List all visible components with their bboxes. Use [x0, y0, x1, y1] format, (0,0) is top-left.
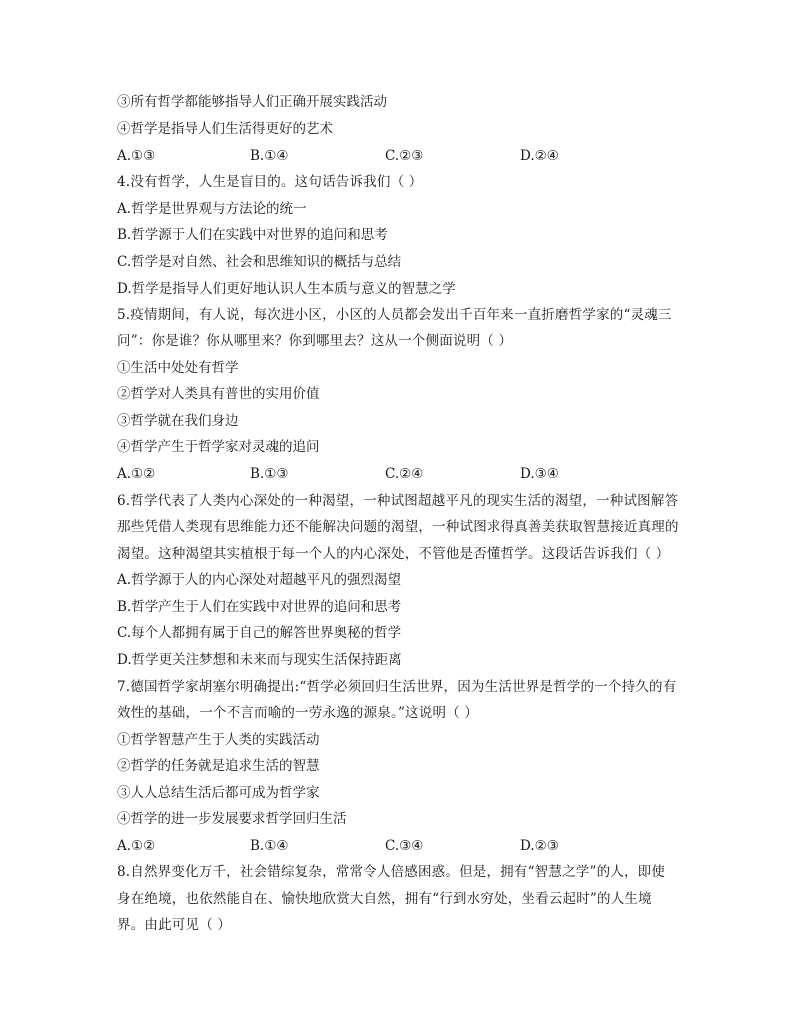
q6-stem-line-2: 那些凭借人类现有思维能力还不能解决问题的渴望，一种试图求得真善美获取智慧接近真理的: [117, 519, 679, 535]
q6-choice-a[interactable]: A.哲学源于人的内心深处对超越平凡的强烈渴望: [117, 572, 402, 588]
q7-option-b[interactable]: B.①④: [250, 838, 289, 854]
q7-option-d[interactable]: D.②③: [520, 838, 559, 854]
q5-option-d[interactable]: D.③④: [520, 466, 559, 482]
q4-stem: 4.没有哲学，人生是盲目的。这句话告诉我们（ ）: [117, 174, 423, 190]
q5-item-3: ③哲学就在我们身边: [117, 413, 239, 429]
q5-item-2: ②哲学对人类具有普世的实用价值: [117, 386, 320, 402]
q7-stem-line-2: 效性的基础，一个不言而喻的一劳永逸的源泉。”这说明（ ）: [117, 705, 479, 721]
q7-item-4: ④哲学的进一步发展要求哲学回归生活: [117, 811, 347, 827]
q6-choice-b[interactable]: B.哲学产生于人们在实践中对世界的追问和思考: [117, 599, 402, 615]
q7-item-2: ②哲学的任务就是追求生活的智慧: [117, 758, 320, 774]
q4-choice-b[interactable]: B.哲学源于人们在实践中对世界的追问和思考: [117, 227, 388, 243]
q7-item-1: ①哲学智慧产生于人类的实践活动: [117, 732, 320, 748]
q4-choice-a[interactable]: A.哲学是世界观与方法论的统一: [117, 201, 307, 217]
q3-option-c[interactable]: C.②③: [385, 148, 424, 164]
statement-3: ③所有哲学都能够指导人们正确开展实践活动: [117, 94, 387, 110]
q5-options: [117, 465, 677, 483]
q6-choice-c[interactable]: C.每个人都拥有属于自己的解答世界奥秘的哲学: [117, 625, 402, 641]
statement-4: ④哲学是指导人们生活得更好的艺术: [117, 121, 333, 137]
q8-stem-line-3: 界。由此可见（ ）: [117, 917, 232, 933]
q7-option-c[interactable]: C.③④: [385, 838, 424, 854]
q5-option-b[interactable]: B.①③: [250, 466, 289, 482]
q6-stem-line-3: 渴望。这种渴望其实植根于每一个人的内心深处，不管他是否懂哲学。这段话告诉我们（ ）: [117, 546, 670, 562]
q8-stem-line-2: 身在绝境，也依然能自在、愉快地欣赏大自然，拥有“行到水穷处，坐看云起时”的人生境: [117, 891, 652, 907]
q5-stem-line-1: 5.疫情期间，有人说，每次进小区，小区的人员都会发出千百年来一直折磨哲学家的“灵魂三: [117, 307, 672, 323]
q7-option-a[interactable]: A.①②: [117, 838, 156, 854]
q6-stem-line-1: 6.哲学代表了人类内心深处的一种渴望，一种试图超越平凡的现实生活的渴望，一种试图解答: [117, 493, 679, 509]
q5-item-4: ④哲学产生于哲学家对灵魂的追问: [117, 439, 320, 455]
q5-option-c[interactable]: C.②④: [385, 466, 424, 482]
q5-stem-line-2: 问”：你是谁？你从哪里来？你到哪里去？这从一个侧面说明（ ）: [117, 333, 513, 349]
q5-item-1: ①生活中处处有哲学: [117, 360, 239, 376]
q3-option-a[interactable]: A.①③: [117, 148, 156, 164]
q7-options: [117, 837, 677, 855]
q7-stem-line-1: 7.德国哲学家胡塞尔明确提出:“哲学必须回归生活世界，因为生活世界是哲学的一个持久的有: [117, 679, 677, 695]
q7-item-3: ③人人总结生活后都可成为哲学家: [117, 785, 320, 801]
q3-option-b[interactable]: B.①④: [250, 148, 289, 164]
q3-option-d[interactable]: D.②④: [520, 148, 559, 164]
q4-choice-c[interactable]: C.哲学是对自然、社会和思维知识的概括与总结: [117, 254, 402, 270]
q6-choice-d[interactable]: D.哲学更关注梦想和未来而与现实生活保持距离: [117, 652, 402, 668]
q3-options: [117, 147, 677, 165]
q8-stem-line-1: 8.自然界变化万千，社会错综复杂，常常令人倍感困惑。但是，拥有“智慧之学”的人，即使: [117, 864, 666, 880]
q5-option-a[interactable]: A.①②: [117, 466, 156, 482]
q4-choice-d[interactable]: D.哲学是指导人们更好地认识人生本质与意义的智慧之学: [117, 281, 456, 297]
